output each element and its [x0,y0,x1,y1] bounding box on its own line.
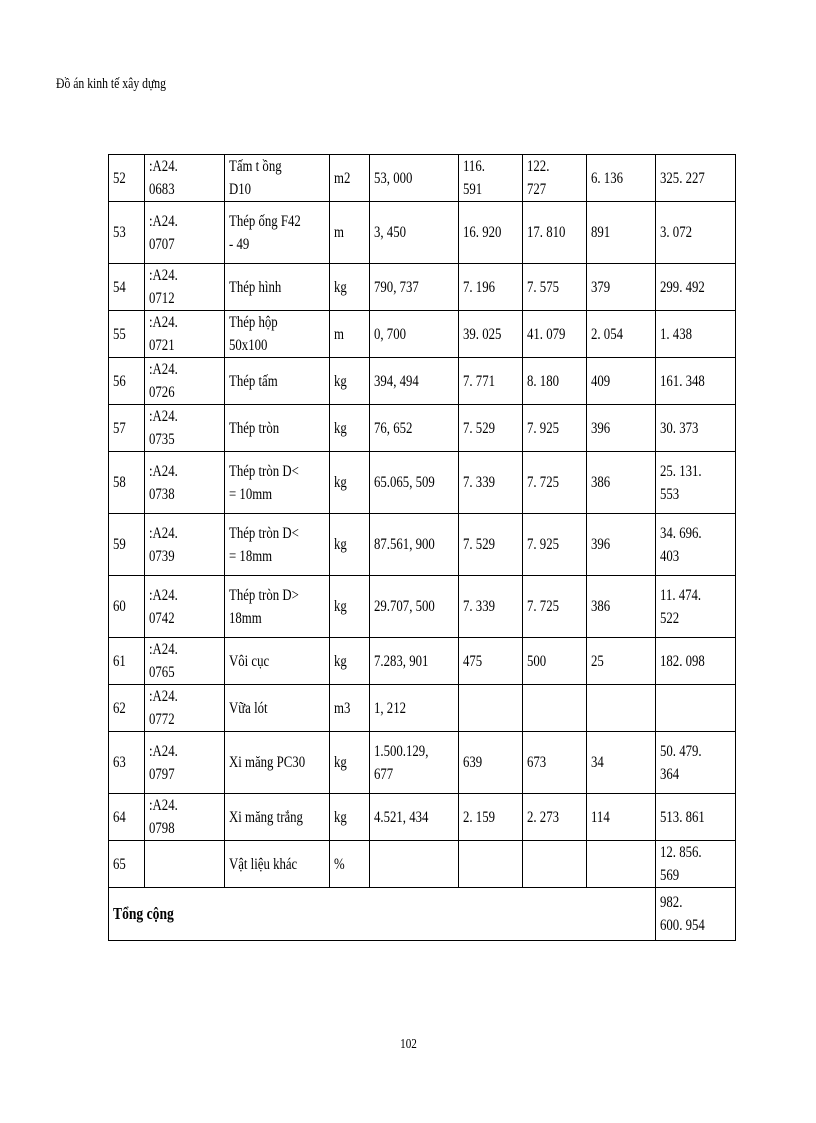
material-code: :A24. 0797 [149,742,178,783]
unit-price-1-cell [459,358,523,405]
price-difference: 396 [591,419,611,437]
material-code: :A24. 0742 [149,586,178,627]
unit-cell [330,452,370,514]
quantity-cell [370,155,459,202]
quantity-cell [370,638,459,685]
row-number-cell [109,264,145,311]
price-difference-cell [587,405,656,452]
material-name: Thép tấm [229,372,278,390]
quantity: 76, 652 [374,419,413,437]
material-code: :A24. 0721 [149,314,178,354]
amount-cell [656,264,736,311]
material-name-cell [225,311,330,358]
unit: m [334,224,344,241]
unit: kg [334,808,347,826]
row-number-cell [109,405,145,452]
price-difference-cell [587,452,656,514]
table-body [109,155,736,941]
amount-cell [656,576,736,638]
unit-price-1: 7. 529 [463,536,495,553]
amount: 30. 373 [660,419,699,437]
row-number-cell [109,638,145,685]
quantity-cell [370,841,459,888]
row-number-cell [109,732,145,794]
material-name-cell [225,794,330,841]
row-number-cell [109,452,145,514]
material-code-cell [145,685,225,732]
price-difference-cell [587,638,656,685]
unit-cell [330,514,370,576]
material-name-cell [225,358,330,405]
material-code: :A24. 0738 [149,462,178,503]
quantity: 4.521, 434 [374,808,429,826]
unit-price-1-cell [459,202,523,264]
quantity-cell [370,358,459,405]
price-difference-cell [587,576,656,638]
quantity-cell [370,452,459,514]
materials-table [108,154,736,941]
table-row [109,514,736,576]
unit-cell [330,685,370,732]
price-difference: 114 [591,808,610,826]
unit-price-1: 116. 591 [463,158,485,198]
material-code: :A24. 0712 [149,267,178,307]
table-row [109,311,736,358]
amount: 3. 072 [660,224,692,241]
unit: m [334,325,344,343]
material-name: Xi măng PC30 [229,754,306,771]
amount: 11. 474. 522 [660,586,702,627]
material-code: :A24. 0739 [149,524,178,565]
unit-cell [330,155,370,202]
unit-price-2: 7. 925 [527,536,559,553]
unit: m3 [334,699,351,717]
price-difference: 409 [591,372,611,390]
quantity: 29.707, 500 [374,598,435,615]
material-code: :A24. 0707 [149,212,178,253]
row-number: 61 [113,652,126,670]
unit: kg [334,754,347,771]
amount-cell [656,732,736,794]
material-name-cell [225,638,330,685]
quantity-cell [370,405,459,452]
row-number: 57 [113,419,126,437]
material-code-cell [145,638,225,685]
material-name-cell [225,576,330,638]
unit-price-1: 7. 196 [463,278,495,296]
material-code: :A24. 0765 [149,641,178,681]
unit: kg [334,652,347,670]
amount-cell [656,452,736,514]
amount: 1. 438 [660,325,692,343]
unit-price-2-cell [523,794,587,841]
unit-cell [330,638,370,685]
material-code-cell [145,841,225,888]
unit-price-1: 16. 920 [463,224,502,241]
price-difference-cell [587,841,656,888]
material-code-cell [145,732,225,794]
quantity: 0, 700 [374,325,406,343]
price-difference: 379 [591,278,611,296]
quantity-cell [370,576,459,638]
quantity: 1.500.129, 677 [374,742,429,783]
row-number: 54 [113,278,126,296]
amount: 325. 227 [660,169,705,187]
unit-price-1-cell [459,452,523,514]
unit-price-2: 500 [527,652,547,670]
quantity: 7.283, 901 [374,652,429,670]
material-name-cell [225,685,330,732]
unit-price-2: 8. 180 [527,372,559,390]
unit: kg [334,536,347,553]
amount-cell [656,311,736,358]
total-value-cell [656,888,736,941]
table-row [109,685,736,732]
unit-price-1-cell [459,576,523,638]
row-number-cell [109,794,145,841]
quantity: 53, 000 [374,169,413,187]
table-row [109,358,736,405]
material-name: Thép tròn [229,419,280,437]
unit-price-1-cell [459,155,523,202]
price-difference: 396 [591,536,611,553]
unit-price-2-cell [523,685,587,732]
table-row [109,732,736,794]
total-value: 982. 600. 954 [660,894,705,934]
amount-cell [656,841,736,888]
unit-price-1: 7. 529 [463,419,495,437]
row-number: 65 [113,855,126,873]
price-difference-cell [587,202,656,264]
material-code: :A24. 0683 [149,158,178,198]
material-code-cell [145,358,225,405]
unit-price-2: 2. 273 [527,808,559,826]
amount-cell [656,155,736,202]
price-difference-cell [587,685,656,732]
quantity: 65.065, 509 [374,474,435,491]
unit-cell [330,358,370,405]
unit-price-1: 7. 771 [463,372,495,390]
quantity-cell [370,311,459,358]
amount: 161. 348 [660,372,705,390]
unit-price-2-cell [523,732,587,794]
quantity: 1, 212 [374,699,406,717]
table-row [109,638,736,685]
material-code: :A24. 0772 [149,688,178,728]
unit-price-1: 7. 339 [463,474,495,491]
material-name: Vôi cục [229,652,270,670]
unit-price-1: 2. 159 [463,808,495,826]
unit-price-1: 39. 025 [463,325,502,343]
unit-price-2-cell [523,358,587,405]
document-header: Đồ án kinh tế xây dựng [56,76,167,92]
material-name: Vữa lót [229,699,268,717]
table-row [109,452,736,514]
unit: kg [334,372,347,390]
material-name: Vật liệu khác [229,855,298,873]
amount-cell [656,405,736,452]
material-name: Thép ống F42 - 49 [229,212,301,253]
material-code-cell [145,202,225,264]
unit-price-2: 7. 725 [527,474,559,491]
price-difference-cell [587,794,656,841]
row-number: 53 [113,224,126,241]
unit-price-2-cell [523,452,587,514]
unit-price-2: 673 [527,754,547,771]
material-name: Xi măng trắng [229,808,303,826]
unit-price-1-cell [459,638,523,685]
unit-price-1: 475 [463,652,483,670]
amount-cell [656,685,736,732]
total-label-cell [109,888,656,941]
material-name-cell [225,202,330,264]
unit-price-2-cell [523,311,587,358]
row-number: 63 [113,754,126,771]
row-number: 56 [113,372,126,390]
table-row [109,155,736,202]
unit-price-1-cell [459,841,523,888]
page-number: 102 [399,1037,417,1052]
unit-price-1-cell [459,732,523,794]
unit-price-2: 7. 925 [527,419,559,437]
material-name-cell [225,452,330,514]
unit-price-2-cell [523,405,587,452]
unit-cell [330,841,370,888]
unit-cell [330,264,370,311]
material-code: :A24. 0726 [149,361,178,401]
table-row [109,264,736,311]
row-number-cell [109,202,145,264]
unit-price-2-cell [523,155,587,202]
price-difference-cell [587,514,656,576]
quantity-cell [370,732,459,794]
price-difference-cell [587,311,656,358]
amount: 182. 098 [660,652,705,670]
unit-cell [330,202,370,264]
material-code-cell [145,155,225,202]
quantity: 3, 450 [374,224,406,241]
material-name-cell [225,514,330,576]
amount: 34. 696. 403 [660,524,702,565]
material-code-cell [145,576,225,638]
price-difference-cell [587,732,656,794]
price-difference: 34 [591,754,604,771]
unit-price-1: 7. 339 [463,598,495,615]
material-code-cell [145,264,225,311]
quantity-cell [370,685,459,732]
total-label: Tổng cộng [113,904,174,923]
material-code: :A24. 0735 [149,408,178,448]
unit-price-1-cell [459,264,523,311]
unit-price-1-cell [459,311,523,358]
row-number-cell [109,685,145,732]
unit-price-2: 7. 575 [527,278,559,296]
unit-price-2: 122. 727 [527,158,550,198]
price-difference: 386 [591,598,611,615]
table-row [109,841,736,888]
unit-price-2: 17. 810 [527,224,566,241]
amount-cell [656,514,736,576]
unit: % [334,855,345,873]
quantity: 87.561, 900 [374,536,435,553]
price-difference-cell [587,264,656,311]
price-difference: 386 [591,474,611,491]
row-number: 55 [113,325,126,343]
unit: kg [334,419,347,437]
unit-cell [330,576,370,638]
material-name: Thép hình [229,278,282,296]
unit-price-2: 41. 079 [527,325,566,343]
quantity-cell [370,202,459,264]
amount-cell [656,794,736,841]
amount: 12. 856. 569 [660,844,702,884]
table-row [109,794,736,841]
unit-price-2-cell [523,841,587,888]
unit-price-1-cell [459,405,523,452]
row-number-cell [109,576,145,638]
amount: 299. 492 [660,278,705,296]
material-name: Thép hộp 50x100 [229,314,278,354]
price-difference-cell [587,358,656,405]
row-number: 59 [113,536,126,553]
quantity: 790, 737 [374,278,419,296]
unit-cell [330,405,370,452]
material-code-cell [145,514,225,576]
unit-price-1-cell [459,794,523,841]
material-code-cell [145,794,225,841]
unit-price-2-cell [523,638,587,685]
price-difference: 2. 054 [591,325,623,343]
quantity-cell [370,264,459,311]
material-name-cell [225,405,330,452]
row-number: 64 [113,808,126,826]
material-name: Thép tròn D< = 18mm [229,524,299,565]
amount: 25. 131. 553 [660,462,702,503]
row-number: 62 [113,699,126,717]
unit-price-2: 7. 725 [527,598,559,615]
price-difference: 6. 136 [591,169,623,187]
amount: 513. 861 [660,808,705,826]
unit: kg [334,598,347,615]
amount-cell [656,358,736,405]
unit: kg [334,278,347,296]
price-difference-cell [587,155,656,202]
row-number-cell [109,514,145,576]
unit-price-2-cell [523,576,587,638]
unit-cell [330,732,370,794]
row-number-cell [109,358,145,405]
quantity-cell [370,794,459,841]
amount-cell [656,638,736,685]
unit-cell [330,794,370,841]
material-name-cell [225,732,330,794]
unit-price-2-cell [523,264,587,311]
price-difference: 25 [591,652,604,670]
table-row [109,202,736,264]
total-row [109,888,736,941]
unit-price-2-cell [523,202,587,264]
table-row [109,405,736,452]
unit: kg [334,474,347,491]
price-difference: 891 [591,224,611,241]
material-name: Thép tròn D< = 10mm [229,462,299,503]
material-code-cell [145,452,225,514]
table-row [109,576,736,638]
row-number: 52 [113,169,126,187]
row-number-cell [109,841,145,888]
material-code: :A24. 0798 [149,797,178,837]
unit-price-1: 639 [463,754,483,771]
unit: m2 [334,169,351,187]
quantity: 394, 494 [374,372,419,390]
material-name-cell [225,841,330,888]
unit-cell [330,311,370,358]
material-code-cell [145,311,225,358]
row-number: 58 [113,474,126,491]
material-name-cell [225,264,330,311]
material-name: Thép tròn D> 18mm [229,586,299,627]
amount-cell [656,202,736,264]
row-number: 60 [113,598,126,615]
unit-price-1-cell [459,685,523,732]
material-name-cell [225,155,330,202]
row-number-cell [109,311,145,358]
row-number-cell [109,155,145,202]
amount: 50. 479. 364 [660,742,702,783]
unit-price-1-cell [459,514,523,576]
quantity-cell [370,514,459,576]
material-code-cell [145,405,225,452]
unit-price-2-cell [523,514,587,576]
material-name: Tấm t ồng D10 [229,158,282,198]
